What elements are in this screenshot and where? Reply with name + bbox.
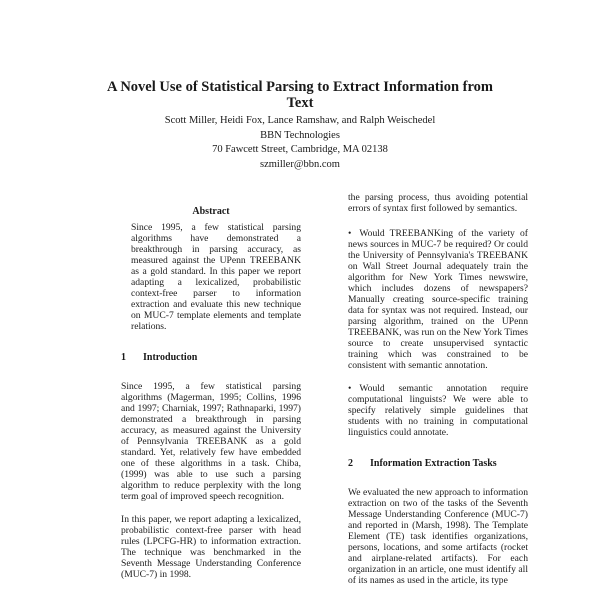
bullet-mark: • — [348, 228, 352, 239]
section-2-number: 2 — [348, 458, 353, 469]
author-email: szmiller@bbn.com — [260, 158, 340, 170]
intro-paragraph-1: Since 1995, a few statistical parsing algorithms (Magerman, 1995; Collins, 1996 and 1997; Charniak, 1997; Rathnaparki, 1997) demonstrated a breakthrough in parsing accuracy, as measured against the University of Pennsylvania TREEBANK as a gold standard. Yet, relatively few have embedded one of these algorithms in a task. Chiba, (1999) was able to use such a parsing algorithm to reduce perplexity with the long term goal of improved speech recognition. — [121, 381, 301, 502]
bullet-item-2 — [348, 383, 528, 438]
bullet-text-2: Would semantic annotation require computational linguists? We were able to specify relatively simple guidelines that students with no training in computational linguistics could annotate. — [348, 383, 528, 438]
intro-paragraph-2: In this paper, we report adapting a lexicalized, probabilistic context-free parser with head rules (LPCFG-HR) to information extraction. The technique was benchmarked in the Seventh Message Understanding Conference (MUC-7) in 1998. — [121, 514, 301, 580]
continuation-text: the parsing process, thus avoiding potential errors of syntax first followed by semantics. — [348, 192, 528, 214]
section-2-title: Information Extraction Tasks — [370, 458, 497, 469]
author-affiliation: BBN Technologies — [260, 129, 340, 141]
abstract-heading: Abstract — [192, 206, 230, 217]
section-2-paragraph: We evaluated the new approach to information extraction on two of the tasks of the Seventh Message Understanding Conference (MUC-7) and reported in (Marsh, 1998). The Template Element (TE) task identifies organizations, persons, locations, and some artifacts (rocket and airplane-related artifacts). For each organization in an article, one must identify all of its names as used in the article, its type — [348, 487, 528, 586]
section-1-title: Introduction — [143, 352, 198, 363]
left-column — [121, 206, 301, 592]
section-1-number: 1 — [121, 352, 126, 363]
section-2-heading — [348, 458, 528, 469]
bullet-item-1 — [348, 228, 528, 371]
right-column — [348, 192, 528, 598]
abstract-text: Since 1995, a few statistical parsing algorithms have demonstrated a breakthrough in parsing accuracy, as measured against the UPenn TREEBANK as a gold standard. In this paper we report adapting a lexicalized, probabilistic context-free parser to information extraction and evaluate this new technique on MUC-7 template elements and template relations. — [131, 222, 301, 332]
author-block — [100, 114, 500, 172]
author-names: Scott Miller, Heidi Fox, Lance Ramshaw, and Ralph Weischedel — [164, 115, 436, 126]
section-1-heading — [121, 352, 301, 363]
bullet-text-1: Would TREEBANKing of the variety of news sources in MUC-7 be required? Or could the University of Pennsylvania's TREEBANK on Wall Street Journal adequately train the algorithm for New York Times newswire, which includes dozens of newspapers? Manually creating source-specific training data for syntax was not required. Instead, our parsing algorithm, trained on the UPenn TREEBANK, was run on the New York Times source to create unsupervised syntactic training which was constrained to be consistent with semantic annotation. — [348, 228, 528, 371]
bullet-mark: • — [348, 383, 352, 394]
paper-title: A Novel Use of Statistical Parsing to Extract Information from Text — [107, 79, 493, 111]
author-address: 70 Fawcett Street, Cambridge, MA 02138 — [212, 144, 388, 155]
